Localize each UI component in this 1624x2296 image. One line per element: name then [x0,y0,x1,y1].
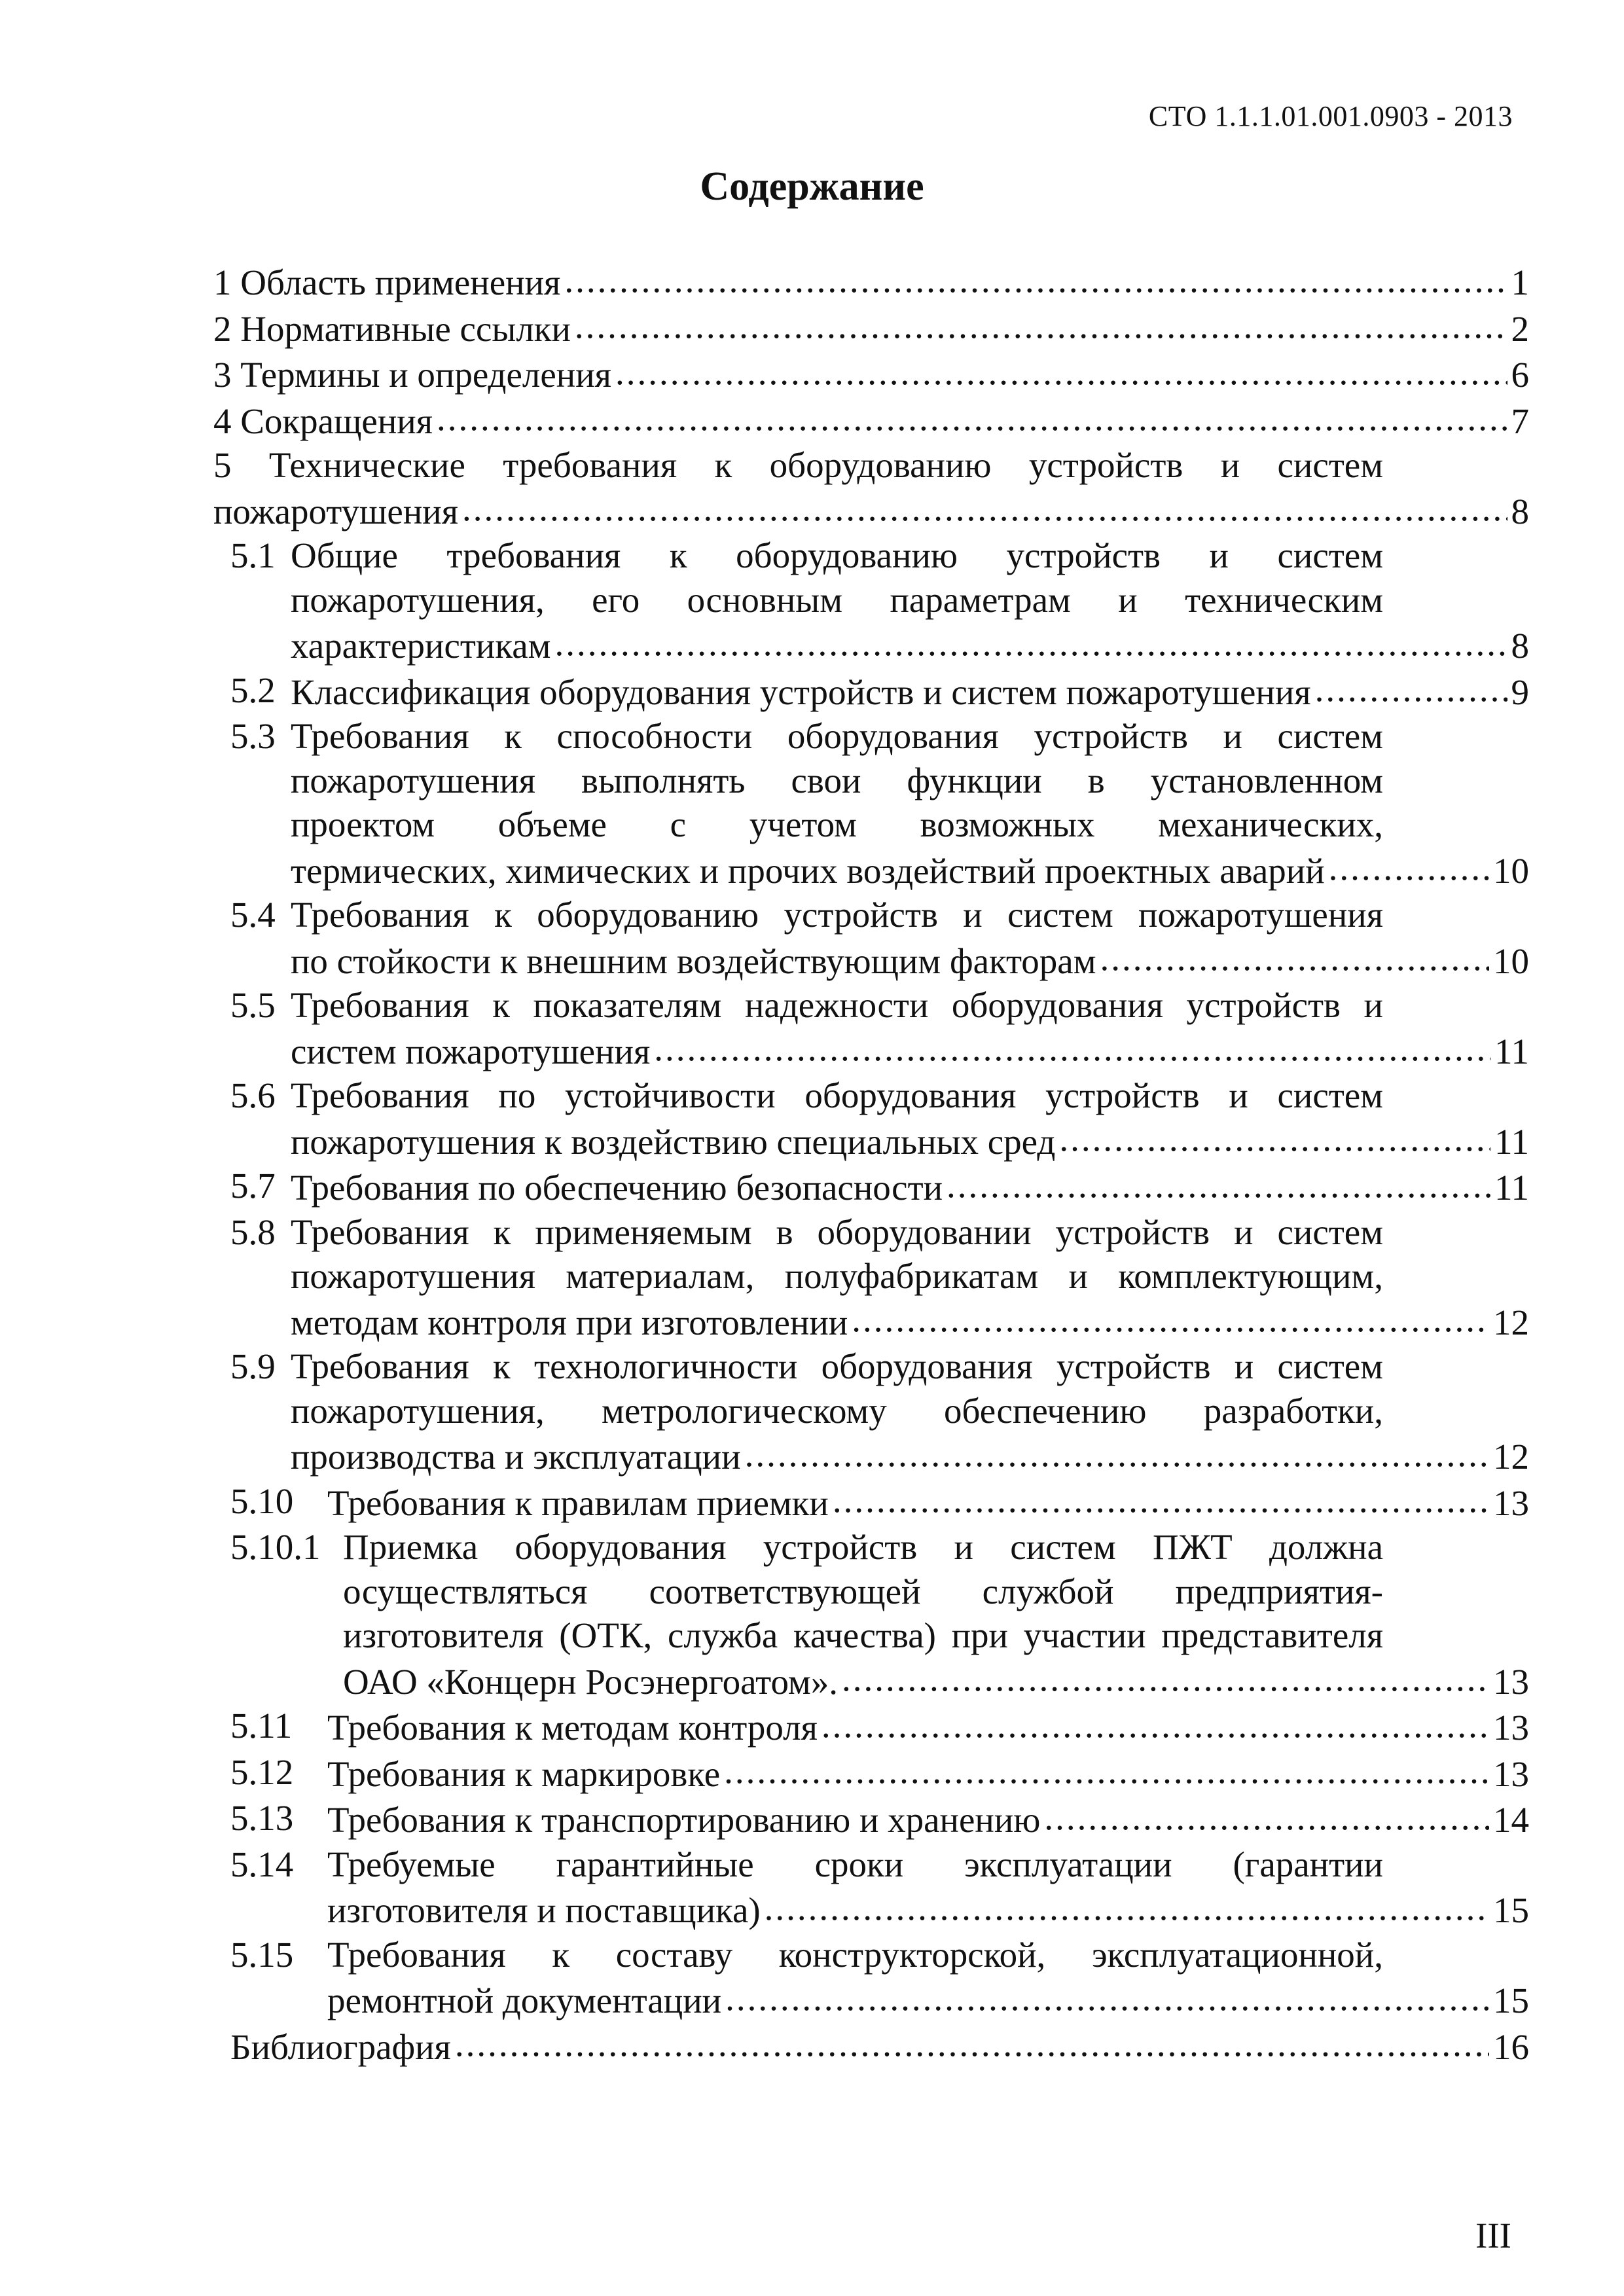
toc-entry-number: 5.2 [230,670,276,710]
dot-leader [1329,847,1489,883]
toc-entry-body [213,351,1529,397]
toc-entry [213,259,1529,305]
toc-entry [213,351,1529,397]
toc-entry-line: Требования к способности оборудования устройств и систем [291,716,1383,756]
toc-entry-body [213,397,1529,444]
dot-leader [833,1479,1489,1515]
toc-entry-line [213,443,1383,488]
dot-leader [842,1658,1489,1694]
toc-entry-text: Требования к транспортированию и хранению [327,1800,1041,1840]
toc-entry-last-line [213,397,1529,444]
dot-leader [947,1164,1490,1200]
toc-entry-page: 8 [1511,491,1529,531]
toc-entry [213,1750,1529,1797]
document-code: СТО 1.1.1.01.001.0903 - 2013 [1148,100,1513,132]
toc-entry [213,1479,1529,1526]
dot-leader [615,351,1507,387]
toc-entry-body [230,1210,1529,1345]
toc-entry-last-line [291,1118,1529,1164]
dot-leader [554,622,1507,658]
toc-entry-number: 5.9 [230,1346,276,1386]
toc-entry-number: 5.10 [230,1480,294,1521]
page-number: III [1475,2215,1511,2255]
toc-entry-number: 5.11 [230,1706,293,1746]
toc-entry-body [230,1479,1529,1526]
toc-entry-last-line [327,1479,1529,1526]
toc-entry-text: Требования к методам контроля [327,1708,818,1748]
toc-entry-page: 16 [1493,2026,1529,2067]
toc-entry-number: 5.5 [230,985,276,1025]
toc-entry-page: 13 [1493,1708,1529,1748]
toc-entry-text: ОАО «Концерн Росэнергоатом». [343,1661,838,1702]
dot-leader [745,1433,1489,1469]
dot-leader [1315,668,1507,704]
toc-entry-number: 5.3 [230,716,276,756]
toc-entry-body [230,1164,1529,1210]
toc-entry-page: 13 [1493,1661,1529,1702]
toc-entry-number: 5.8 [230,1211,276,1252]
dot-leader [564,259,1507,295]
toc-entry-text: изготовителя и поставщика) [327,1890,761,1930]
toc-entry [213,443,1529,533]
dot-leader [575,305,1507,341]
toc-entry-line: проектом объеме с учетом возможных механических, [291,804,1383,844]
toc-entry-text: Требования по обеспечению безопасности [291,1168,943,1208]
toc-entry [213,1525,1529,1704]
toc-entry-page: 15 [1493,1890,1529,1930]
dot-leader [437,397,1507,433]
toc-entry-number: 5.4 [230,895,276,935]
toc-entry-last-line [327,1886,1529,1933]
toc-entry-last-line [291,1028,1529,1074]
toc-entry-page: 13 [1493,1753,1529,1794]
toc-entry [213,2023,1529,2070]
toc-entry-page: 7 [1511,401,1529,441]
toc-entry-text: по стойкости к внешним воздействующим факторам [291,941,1096,981]
toc-entry-line: Общие требования к оборудованию устройств и систем [291,535,1383,575]
dot-leader [821,1704,1489,1740]
dot-leader [724,1750,1489,1786]
toc-entry-line: Приемка оборудования устройств и систем ПЖТ должна [343,1527,1383,1567]
toc-entry-page: 9 [1511,672,1529,712]
toc-entry-text: термических, химических и прочих воздействий проектных аварий [291,850,1325,891]
toc-entry-last-line [327,1977,1529,2023]
toc-entry-page: 1 [1511,262,1529,302]
toc-entry-text: Термины и определения [240,355,611,395]
toc-entry-page: 6 [1511,355,1529,395]
toc-entry-text: характеристикам [291,626,551,666]
toc-entry-text: производства и эксплуатации [291,1437,741,1477]
toc-entry-last-line [230,2023,1529,2070]
toc-entry-page: 15 [1493,1981,1529,2020]
toc-entry-last-line [291,1164,1529,1210]
toc-entry-line: изготовителя (ОТК, служба качества) при участии представителя [343,1615,1383,1655]
toc-entry-line: Требования к составу конструкторской, эксплуатационной, [327,1934,1383,1975]
toc-entry-last-line [213,488,1529,534]
toc-entry-last-line [291,1299,1529,1345]
dot-leader [455,2023,1489,2059]
toc-entry [213,1933,1529,2023]
toc-entry-number: 5.1 [230,535,276,575]
toc-entry-number: 5.6 [230,1075,276,1115]
toc-entry [213,1210,1529,1345]
toc-entry-text: методам контроля при изготовлении [291,1302,848,1342]
toc-entry-last-line [327,1750,1529,1797]
toc-entry-number: 5 [213,445,232,485]
toc-entry-text: систем пожаротушения [291,1031,651,1071]
toc-entry-number: 5.7 [230,1166,276,1206]
toc-entry-page: 13 [1493,1482,1529,1523]
toc-entry-body [230,1842,1529,1933]
toc-entry-line: Требования к показателям надежности оборудования устройств и [291,985,1383,1025]
toc-entry-number: 5.12 [230,1751,294,1792]
toc-entry-body [213,259,1529,305]
toc-entry [213,668,1529,715]
toc-entry-line: пожаротушения материалам, полуфабрикатам и комплектующим, [291,1256,1383,1296]
toc-entry-number: 2 [213,308,232,349]
toc-entry-text: Нормативные ссылки [240,308,571,349]
toc-entry-page: 8 [1511,626,1529,666]
toc-entry-number: 5.10.1 [230,1527,321,1567]
toc-entry-last-line [213,259,1529,305]
toc-entry-last-line [291,937,1529,984]
toc-entry-text: Требования к правилам приемки [327,1482,829,1523]
toc-entry-line: Требования к технологичности оборудования устройств и систем [291,1346,1383,1386]
toc-entry [213,1073,1529,1164]
toc-entry [213,1344,1529,1479]
toc-entry-text: пожаротушения к воздействию специальных сред [291,1121,1056,1162]
toc-entry [213,1796,1529,1842]
toc-entry-last-line [291,668,1529,715]
toc-entry-last-line [291,847,1529,893]
toc-entry [213,893,1529,983]
toc-entry-text: Область применения [240,262,561,302]
toc-entry-text: Сокращения [240,401,433,441]
toc-entry-body [230,1750,1529,1797]
toc-entry-body [230,533,1529,668]
toc-entry-page: 11 [1494,1168,1529,1208]
dot-leader [1044,1796,1489,1832]
toc-entry-line: пожаротушения, метрологическому обеспечению разработки, [291,1390,1383,1431]
toc-entry-page: 10 [1493,941,1529,981]
toc-entry-page: 11 [1494,1031,1529,1071]
toc-entry-text: Требования к маркировке [327,1753,721,1794]
toc-entry-text: Библиография [230,2026,451,2067]
toc-entry-last-line [291,1433,1529,1479]
toc-entry-last-line [213,305,1529,351]
dot-leader [852,1299,1489,1335]
toc-entry-last-line [291,622,1529,668]
toc-entry-body [230,893,1529,983]
toc-entry-body [230,1073,1529,1164]
toc-entry-last-line [343,1658,1529,1704]
toc-entry-body [230,1796,1529,1842]
toc-entry-line: Требования по устойчивости оборудования устройств и систем [291,1075,1383,1115]
toc-entry-body [230,983,1529,1073]
toc-entry-last-line [327,1796,1529,1842]
dot-leader [462,488,1507,524]
toc-entry [213,1842,1529,1933]
toc-entry-line: осуществляться соответствующей службой предприятия- [343,1571,1383,1611]
toc-entry [213,983,1529,1073]
toc-entry-line: пожаротушения, его основным параметрам и техническим [291,579,1383,620]
toc-entry-body [230,668,1529,715]
dot-leader [654,1028,1490,1064]
toc-entry-text: пожаротушения [213,491,458,531]
dot-leader [1059,1118,1490,1154]
toc-entry-number: 3 [213,355,232,395]
toc-entry [213,533,1529,668]
dot-leader [1100,937,1489,973]
table-of-contents [213,259,1529,2069]
toc-entry-body [230,1933,1529,2023]
toc-entry-body [230,1525,1529,1704]
toc-entry [213,1704,1529,1750]
toc-entry-line: Требования к оборудованию устройств и систем пожаротушения [291,895,1383,935]
toc-entry-body [230,2023,1529,2070]
toc-entry-last-line [213,351,1529,397]
toc-entry-number: 5.15 [230,1934,294,1975]
toc-entry-number: 1 [213,262,232,302]
toc-entry-text: Классификация оборудования устройств и систем пожаротушения [291,672,1311,712]
toc-entry-page: 14 [1493,1800,1529,1840]
toc-entry [213,397,1529,444]
toc-entry-number: 5.13 [230,1798,294,1838]
toc-entry-body [213,443,1529,533]
toc-entry-page: 2 [1511,308,1529,349]
toc-entry-text: ремонтной документации [327,1981,722,2020]
dot-leader [765,1886,1489,1922]
toc-entry-number: 5.14 [230,1844,294,1884]
toc-entry-page: 12 [1493,1437,1529,1477]
toc-entry-line: Требуемые гарантийные сроки эксплуатации (гарантии [327,1844,1383,1884]
toc-entry [213,1164,1529,1210]
toc-entry-number: 4 [213,401,232,441]
toc-entry-body [230,1344,1529,1479]
dot-leader [725,1977,1489,2013]
toc-entry-last-line [327,1704,1529,1750]
toc-entry-line: Требования к применяемым в оборудовании устройств и систем [291,1211,1383,1252]
toc-entry-body [213,305,1529,351]
toc-entry-text: Технические требования к оборудованию устройств и систем [268,445,1384,485]
page-title: Содержание [700,164,924,209]
toc-entry [213,305,1529,351]
toc-entry-page: 10 [1493,850,1529,891]
toc-entry-page: 12 [1493,1302,1529,1342]
toc-entry-line: пожаротушения выполнять свои функции в установленном [291,760,1383,800]
toc-entry-page: 11 [1494,1121,1529,1162]
toc-entry [213,714,1529,893]
toc-entry-body [230,714,1529,893]
toc-entry-body [230,1704,1529,1750]
